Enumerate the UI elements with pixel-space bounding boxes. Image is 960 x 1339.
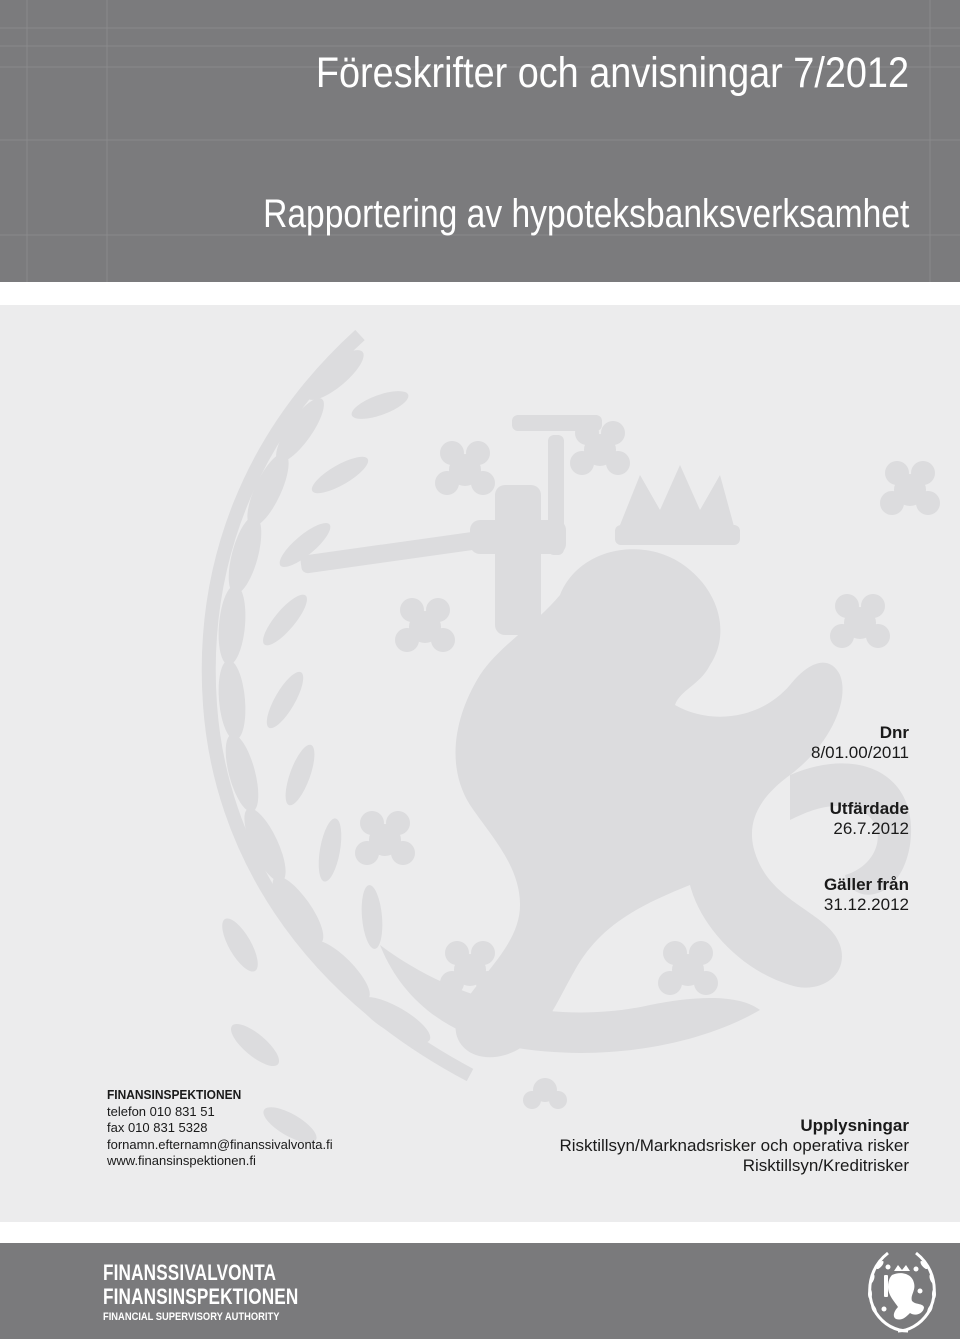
- contact-website: www.finansinspektionen.fi: [107, 1153, 256, 1168]
- valid-from-label: Gäller från: [823, 875, 909, 894]
- logo-line-finnish: FINANSSIVALVONTA: [103, 1260, 277, 1285]
- inquiries-line-2: Risktillsyn/Kreditrisker: [742, 1156, 909, 1175]
- logo-line-swedish: FINANSINSPEKTIONEN: [103, 1284, 299, 1309]
- header-band: [0, 0, 960, 282]
- contact-email: fornamn.efternamn@finanssivalvonta.fi: [107, 1136, 333, 1152]
- issued-group: [811, 799, 909, 839]
- authority-logo: [103, 1261, 354, 1325]
- inquiries-info: [559, 1116, 909, 1176]
- contact-organization: FINANSINSPEKTIONEN: [107, 1087, 242, 1102]
- header-grid-lines: [0, 0, 960, 282]
- contact-fax: fax 010 831 5328: [107, 1120, 208, 1135]
- dnr-value: 8/01.00/2011: [811, 743, 909, 762]
- dnr-label: Dnr: [879, 723, 909, 742]
- logo-line-english: FINANCIAL SUPERVISORY AUTHORITY: [103, 1311, 280, 1323]
- valid-from-group: [811, 875, 909, 915]
- dnr-group: [811, 723, 909, 763]
- contact-phone: telefon 010 831 51: [107, 1103, 215, 1119]
- document-metadata: [811, 723, 909, 951]
- document-title: Föreskrifter och anvisningar 7/2012: [315, 49, 909, 97]
- document-subtitle: Rapportering av hypoteksbanksverksamhet: [262, 192, 909, 236]
- footer-band: [0, 1243, 960, 1339]
- inquiries-line-1: Risktillsyn/Marknadsrisker och operativa risker: [559, 1136, 909, 1155]
- lion-coat-of-arms-icon: [858, 1247, 946, 1335]
- issued-value: 26.7.2012: [833, 819, 909, 838]
- issued-label: Utfärdade: [829, 799, 909, 818]
- inquiries-heading: Upplysningar: [800, 1116, 909, 1135]
- cover-panel: [0, 305, 960, 1222]
- valid-from-value: 31.12.2012: [823, 895, 909, 914]
- contact-info: [107, 1087, 333, 1170]
